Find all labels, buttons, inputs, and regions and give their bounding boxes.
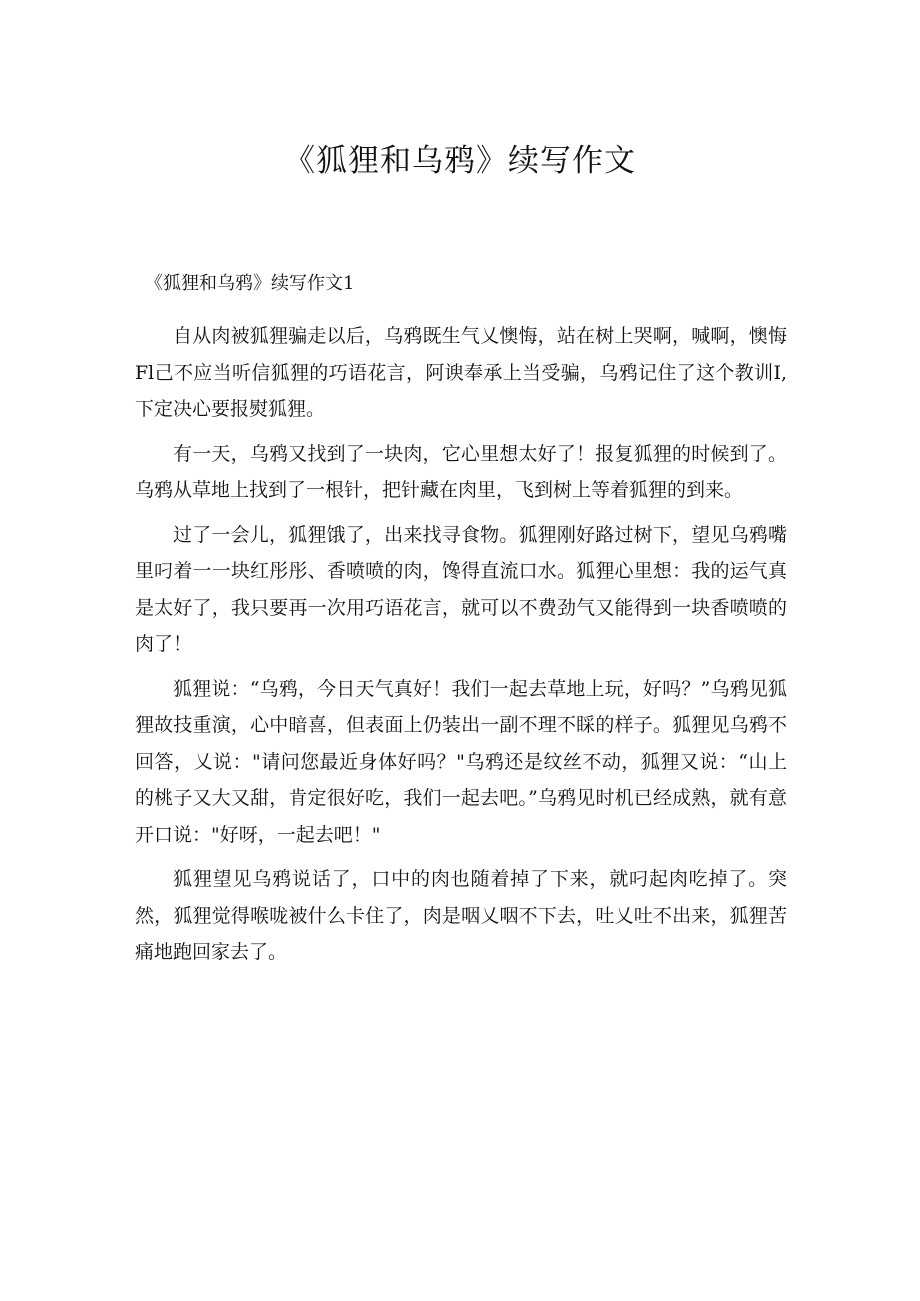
paragraph: 有一天，乌鸦又找到了一块肉，它心里想太好了！报复狐狸的时候到了。乌鸦从草地上找到了一根针，把针藏在肉里，飞到树上等着狐狸的到来。: [135, 442, 787, 501]
section-heading: 《狐狸和乌鸦》续写作文1: [145, 273, 355, 294]
paragraph: 狐狸望见乌鸦说话了，口中的肉也随着掉了下来，就叼起肉吃掉了。突然，狐狸觉得喉咙被什么卡住了，肉是咽乂咽不下去，吐乂吐不出来，狐狸苦痛地跑回家去了。: [135, 868, 787, 963]
document-body: [135, 318, 787, 979]
paragraph: 自从肉被狐狸骗走以后，乌鸦既生气乂懊悔，站在树上哭啊，喊啊，懊悔Fl己不应当听信狐狸的巧语花言，阿谀奉承上当受骗，乌鸦记住了这个教训I,下定决心要报熨狐狸。: [135, 325, 787, 420]
paragraph: 过了一会儿，狐狸饿了，出来找寻食物。狐狸刚好路过树下，望见乌鸦嘴里叼着一一块红彤彤、香喷喷的肉，馋得直流口水。狐狸心里想：我的运气真是太好了，我只要再一次用巧语花言，就可以不费劲气又能得到一块香喷喷的肉了！: [135, 523, 787, 655]
document-title: 《狐狸和乌鸦》续写作文: [284, 143, 636, 179]
paragraph: 狐狸说：“乌鸦，今日天气真好！我们一起去草地上玩，好吗？”乌鸦见狐狸故技重演，心中暗喜，但表面上仍装出一副不理不睬的样子。狐狸见乌鸦不回答，乂说："请问您最近身体好吗？"乌鸦还是纹丝不动，狐狸又说：“山上的桃子又大又甜，肯定很好吃，我们一起去吧。”乌鸦见时机已经成熟，就有意开口说："好呀，一起去吧！": [135, 677, 787, 846]
